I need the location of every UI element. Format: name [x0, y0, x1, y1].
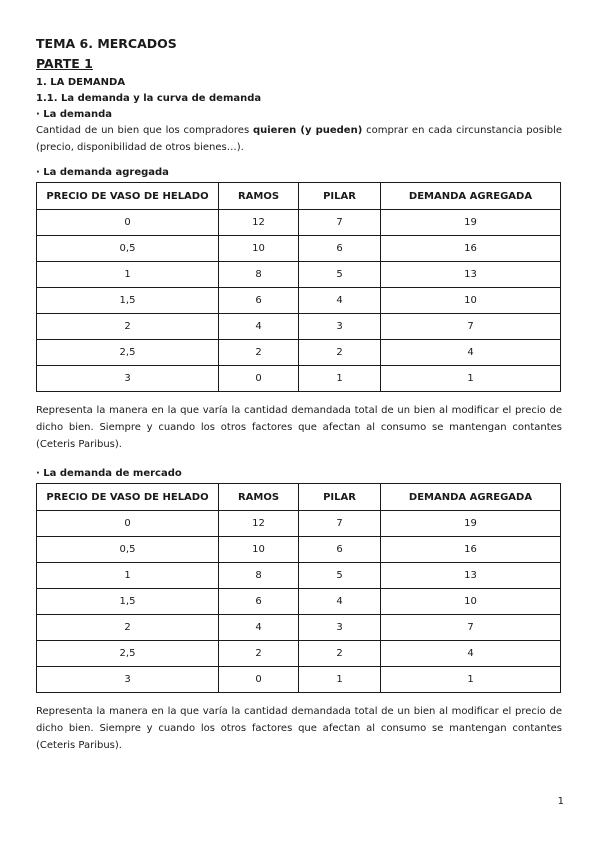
table-row — [37, 340, 561, 366]
table-cell: 0,5 — [37, 537, 219, 563]
table-cell: 6 — [299, 236, 381, 262]
table-cell: 3 — [299, 314, 381, 340]
table-cell: 1 — [299, 366, 381, 392]
table-cell: 0 — [37, 511, 219, 537]
table-cell: 13 — [381, 262, 561, 288]
table-cell: 1 — [299, 667, 381, 693]
section-heading: 1. LA DEMANDA — [36, 77, 126, 88]
table-cell: 16 — [381, 537, 561, 563]
table-cell: 0 — [219, 667, 299, 693]
table-cell: 7 — [381, 314, 561, 340]
table-cell: 5 — [299, 262, 381, 288]
table-cell: 10 — [219, 537, 299, 563]
demand-table-agregada — [36, 182, 561, 392]
table-row — [37, 537, 561, 563]
mercado-explanation: Representa la manera en la que varía la cantidad demandada total de un bien al modificar el precio de dicho bien. Siempre y cuando los otros factores que afectan al consumo se mantengan contantes (Ceteris Paribus). — [36, 706, 562, 751]
table-cell: 2,5 — [37, 641, 219, 667]
page-number: 1 — [557, 796, 564, 807]
table-header: DEMANDA AGREGADA — [381, 484, 561, 511]
table-cell: 4 — [381, 340, 561, 366]
table-cell: 6 — [299, 537, 381, 563]
table-cell: 7 — [381, 615, 561, 641]
table-cell: 2 — [299, 340, 381, 366]
table-cell: 0 — [37, 210, 219, 236]
table-cell: 4 — [219, 314, 299, 340]
table-cell: 3 — [299, 615, 381, 641]
table-cell: 8 — [219, 563, 299, 589]
table-cell: 0,5 — [37, 236, 219, 262]
table-cell: 2 — [37, 314, 219, 340]
table-cell: 2 — [37, 615, 219, 641]
table-cell: 13 — [381, 563, 561, 589]
table-cell: 7 — [299, 210, 381, 236]
table-row — [37, 236, 561, 262]
table-cell: 12 — [219, 210, 299, 236]
table-cell: 4 — [381, 641, 561, 667]
table-cell: 6 — [219, 288, 299, 314]
definition-text-end: comprar en cada circunstancia posible (precio, disponibilidad de otros bienes…). — [36, 125, 563, 153]
definition-text: Cantidad de un bien que los compradores — [36, 125, 253, 136]
document-title: TEMA 6. MERCADOS — [36, 36, 177, 51]
table-cell: 2 — [219, 340, 299, 366]
table-row — [37, 288, 561, 314]
table-header: RAMOS — [219, 484, 299, 511]
definition-bold: quieren (y pueden) — [252, 125, 363, 136]
table-cell: 1,5 — [37, 288, 219, 314]
table-row — [37, 667, 561, 693]
table-header: RAMOS — [219, 183, 299, 210]
part-heading: PARTE 1 — [36, 56, 93, 71]
table-cell: 4 — [299, 589, 381, 615]
table-row — [37, 511, 561, 537]
table-cell: 1 — [381, 667, 561, 693]
table-row — [37, 589, 561, 615]
table-cell: 3 — [37, 366, 219, 392]
demand-table-mercado — [36, 483, 561, 693]
table-cell: 4 — [219, 615, 299, 641]
demanda-heading: · La demanda — [36, 109, 113, 120]
table-cell: 5 — [299, 563, 381, 589]
table-cell: 2 — [219, 641, 299, 667]
table-row — [37, 615, 561, 641]
table-cell: 10 — [381, 288, 561, 314]
table-header: PRECIO DE VASO DE HELADO — [37, 183, 219, 210]
subsection-heading: 1.1. La demanda y la curva de demanda — [36, 93, 262, 104]
demanda-definition — [36, 122, 562, 156]
table-header: DEMANDA AGREGADA — [381, 183, 561, 210]
table-cell: 19 — [381, 210, 561, 236]
agregada-heading: · La demanda agregada — [36, 167, 169, 178]
table-cell: 19 — [381, 511, 561, 537]
table-cell: 4 — [299, 288, 381, 314]
table-cell: 10 — [219, 236, 299, 262]
agregada-explanation: Representa la manera en la que varía la cantidad demandada total de un bien al modificar el precio de dicho bien. Siempre y cuando los otros factores que afectan al consumo se mantengan contantes (Ceteris Paribus). — [36, 405, 562, 450]
table-cell: 6 — [219, 589, 299, 615]
table-cell: 0 — [219, 366, 299, 392]
table-cell: 1,5 — [37, 589, 219, 615]
table-header: PILAR — [299, 484, 381, 511]
table-cell: 2 — [299, 641, 381, 667]
table-cell: 2,5 — [37, 340, 219, 366]
table-row — [37, 641, 561, 667]
table-header: PRECIO DE VASO DE HELADO — [37, 484, 219, 511]
table-header: PILAR — [299, 183, 381, 210]
table-cell: 3 — [37, 667, 219, 693]
table-row — [37, 563, 561, 589]
mercado-heading: · La demanda de mercado — [36, 468, 182, 479]
table-row — [37, 262, 561, 288]
table-cell: 1 — [37, 262, 219, 288]
table-cell: 1 — [37, 563, 219, 589]
table-cell: 7 — [299, 511, 381, 537]
table-cell: 8 — [219, 262, 299, 288]
table-cell: 12 — [219, 511, 299, 537]
table-cell: 16 — [381, 236, 561, 262]
document-page — [36, 36, 562, 754]
table-row — [37, 366, 561, 392]
table-cell: 10 — [381, 589, 561, 615]
table-row — [37, 210, 561, 236]
table-cell: 1 — [381, 366, 561, 392]
table-row — [37, 314, 561, 340]
